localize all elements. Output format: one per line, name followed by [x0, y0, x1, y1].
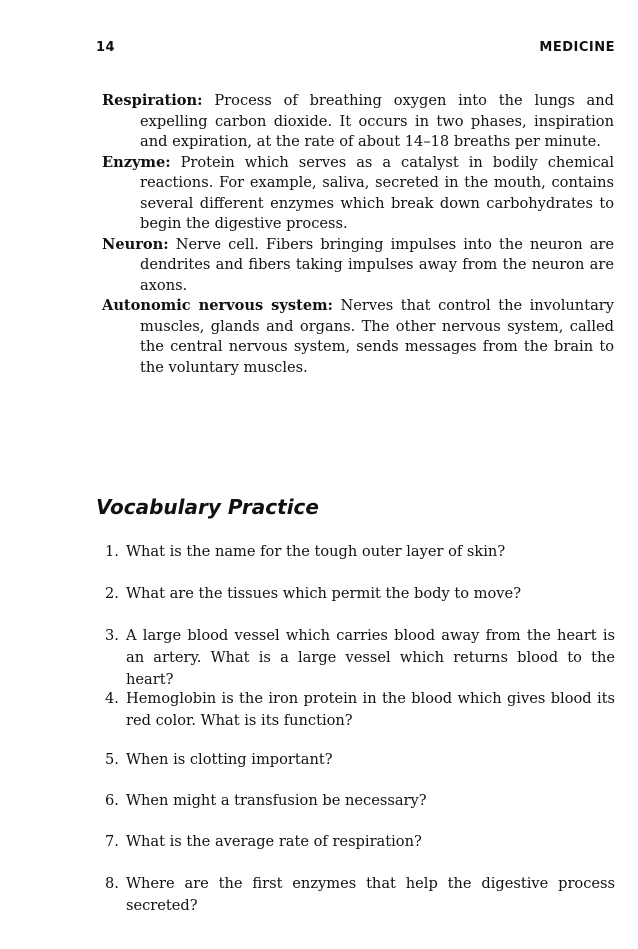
question-item [105, 831, 615, 853]
question-text: What are the tissues which permit the body to move? [126, 585, 522, 602]
question-number: 2. [105, 585, 119, 602]
question-item [105, 749, 615, 771]
question-number: 8. [105, 875, 119, 892]
glossary-term: Respiration: [102, 92, 203, 109]
question-item [105, 873, 615, 917]
glossary-definition: Nerve cell. Fibers bringing impulses into the neuron are dendrites and fibers taking impulses away from the neuron are axons. [140, 235, 615, 294]
question-item [105, 583, 615, 605]
question-item [105, 688, 615, 732]
glossary-term: Neuron: [102, 235, 169, 253]
section-title: Vocabulary Practice [96, 495, 319, 519]
question-item [105, 790, 615, 812]
page-header [96, 40, 615, 60]
glossary-definition: Process of breathing oxygen into the lungs and expelling carbon dioxide. It occurs in two phases, inspiration and expiration, at the rate of about 14–18 breaths per minute. [140, 92, 614, 150]
glossary-entry-enzyme [102, 153, 614, 235]
question-text: Where are the first enzymes that help the digestive process secreted? [126, 875, 615, 914]
glossary-definition: Nerves that control the involuntary muscles, glands and organs. The other nervous system, called the central nervous system, sends messages from the brain to the voluntary muscles. [140, 297, 614, 376]
glossary-list [102, 91, 614, 378]
question-text: When is clotting important? [126, 751, 333, 768]
glossary-entry-neuron [102, 235, 614, 297]
question-text: Hemoglobin is the iron protein in the blood which gives blood its red color. What is its function? [126, 690, 615, 729]
glossary-term: Enzyme: [102, 153, 171, 171]
question-number: 1. [105, 543, 119, 560]
question-number: 4. [105, 690, 119, 707]
question-number: 6. [105, 792, 119, 809]
glossary-term: Autonomic nervous system: [102, 297, 333, 314]
glossary-definition: Protein which serves as a catalyst in bodily chemical reactions. For example, saliva, secreted in the mouth, contains several different enzymes which break down carbohydrates to begin the digestive process. [140, 153, 614, 232]
running-head: MEDICINE [539, 40, 615, 55]
question-text: What is the name for the tough outer layer of skin? [126, 543, 506, 560]
glossary-entry-respiration [102, 91, 614, 153]
page-number: 14 [96, 40, 116, 55]
question-number: 3. [105, 627, 119, 644]
question-text: A large blood vessel which carries blood away from the heart is an artery. What is a large vessel which returns blood to the heart? [126, 627, 615, 688]
question-number: 5. [105, 751, 119, 768]
question-item [105, 625, 615, 691]
question-number: 7. [105, 833, 119, 850]
question-text: When might a transfusion be necessary? [126, 792, 427, 809]
question-text: What is the average rate of respiration? [126, 833, 422, 850]
question-item [105, 541, 615, 563]
glossary-entry-autonomic-nervous-system [102, 296, 614, 378]
